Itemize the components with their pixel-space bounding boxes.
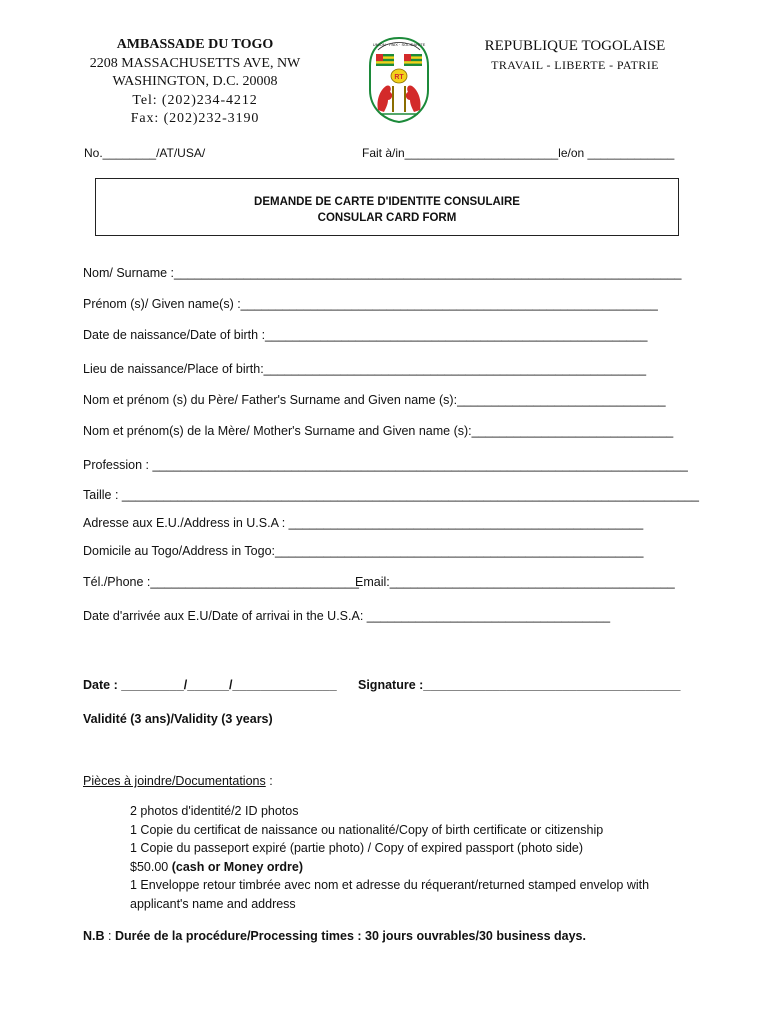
documents-heading-label: Pièces à joindre/Documentations (83, 774, 266, 788)
given-names-field[interactable]: Prénom (s)/ Given name(s) :____________________________________________________________ (83, 297, 658, 311)
documents-heading-colon: : (265, 774, 273, 788)
email-field[interactable]: Email:_________________________________________ (355, 575, 675, 589)
embassy-fax: Fax: (202)232-3190 (130, 111, 260, 126)
list-item: applicant's name and address (130, 896, 296, 911)
documents-list (130, 802, 649, 914)
height-field[interactable]: Taille : ___________________________________________________________________________________ (83, 488, 699, 502)
svg-text:RT: RT (394, 74, 404, 81)
processing-time-note (83, 928, 586, 944)
embassy-street: 2208 MASSACHUSETTS AVE, NW (89, 55, 301, 71)
svg-text:UNION · PAIX · SOLIDARITE: UNION · PAIX · SOLIDARITE (372, 42, 426, 47)
form-title-box (95, 178, 679, 236)
republic-motto: TRAVAIL - LIBERTE - PATRIE (491, 58, 659, 72)
surname-field[interactable]: Nom/ Surname :_________________________________________________________________________ (83, 266, 682, 280)
place-date-field[interactable]: Fait à/in_______________________le/on _____________ (362, 146, 675, 160)
fee-payment-method: (cash or Money ordre) (168, 859, 303, 874)
note-text: Durée de la procédure/Processing times : 30 jours ouvrables/30 business days. (114, 929, 586, 943)
embassy-city: WASHINGTON, D.C. 20008 (112, 74, 278, 89)
validity-note: Validité (3 ans)/Validity (3 years) (83, 712, 273, 726)
republic-heading (470, 36, 680, 74)
documents-heading (83, 773, 273, 789)
list-item: 1 Enveloppe retour timbrée avec nom et adresse du réquerant/returned stamped envelop with (130, 878, 650, 893)
fee-amount: $50.00 (130, 859, 169, 874)
profession-field[interactable]: Profession : _____________________________________________________________________________ (83, 458, 688, 472)
date-of-birth-field[interactable]: Date de naissance/Date of birth :_______________________________________________________ (83, 328, 648, 342)
embassy-name: AMBASSADE DU TOGO (116, 37, 274, 52)
father-name-field[interactable]: Nom et prénom (s) du Père/ Father's Surname and Given name (s):______________________________ (83, 393, 666, 407)
list-item: 2 photos d'identité/2 ID photos (130, 804, 299, 818)
togo-address-field[interactable]: Domicile au Togo/Address in Togo:_____________________________________________________ (83, 544, 644, 558)
signature-field[interactable]: Signature :_____________________________________ (358, 678, 681, 692)
arrival-date-field[interactable]: Date d'arrivée aux E.U/Date of arrivai in the U.S.A: ___________________________________ (83, 609, 611, 623)
list-item (130, 858, 649, 877)
mother-name-field[interactable]: Nom et prénom(s) de la Mère/ Mother's Surname and Given name (s):_____________________________ (83, 424, 674, 438)
reference-number-field[interactable]: No.________/AT/USA/ (84, 146, 206, 160)
phone-field[interactable]: Tél./Phone :______________________________ (83, 575, 359, 589)
us-address-field[interactable]: Adresse aux E.U./Address in U.S.A : ___________________________________________________ (83, 516, 644, 530)
republic-name: REPUBLIQUE TOGOLAISE (484, 38, 666, 54)
note-separator: : (104, 929, 115, 943)
list-item: 1 Copie du passeport expiré (partie photo) / Copy of expired passport (photo side) (130, 841, 584, 856)
form-title-fr: DEMANDE DE CARTE D'IDENTITE CONSULAIRE (254, 196, 520, 208)
embassy-address-block (70, 36, 320, 129)
list-item: 1 Copie du certificat de naissance ou nationalité/Copy of birth certificate or citizenship (130, 822, 604, 837)
embassy-phone: Tel: (202)234-4212 (132, 92, 258, 108)
date-field[interactable]: Date : _________/______/_______________ (83, 678, 337, 692)
place-of-birth-field[interactable]: Lieu de naissance/Place of birth:_______________________________________________________ (83, 362, 647, 376)
republic-seal-icon (364, 34, 434, 124)
note-label: N.B (83, 929, 105, 943)
form-title-en: CONSULAR CARD FORM (317, 212, 457, 224)
